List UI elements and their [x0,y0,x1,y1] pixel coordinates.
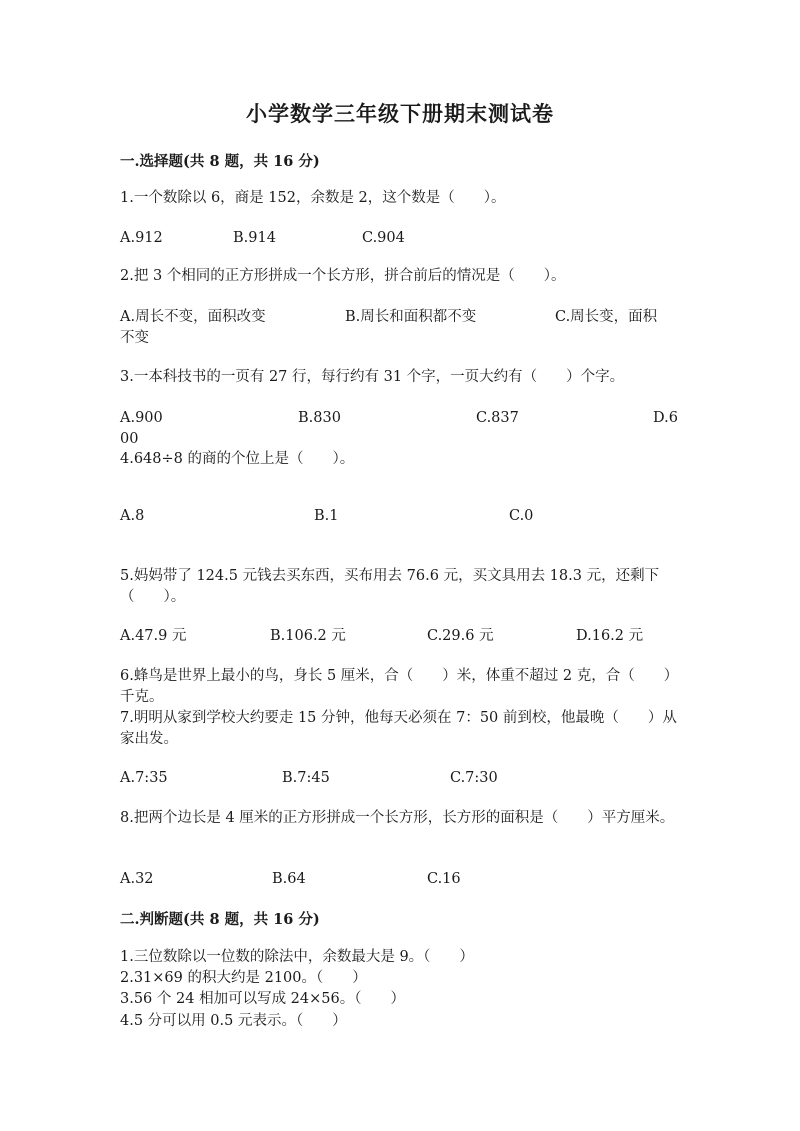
section-heading-choice: 一.选择题(共 8 题，共 16 分) [120,153,320,170]
question-4: 4.648÷8 的商的个位上是（ ）。 [120,451,355,467]
question-2: 2.把 3 个相同的正方形拼成一个长方形，拼合前后的情况是（ ）。 [120,268,566,284]
option-b: B.64 [272,871,306,887]
option-c: C.29.6 元 [427,628,494,644]
question-5-options [120,626,680,670]
question-7: 7.明明从家到学校大约要走 15 分钟，他每天必须在 7：50 前到校，他最晚（ ）从家出发。 [120,710,677,747]
option-a: A.912 [120,230,163,246]
option-b: B.106.2 元 [270,628,346,644]
question-5: 5.妈妈带了 124.5 元钱去买东西，买布用去 76.6 元，买文具用去 18.3 元，还剩下（ ）。 [120,568,660,605]
page-title: 小学数学三年级下册期末测试卷 [246,101,554,126]
question-3: 3.一本科技书的一页有 27 行，每行约有 31 个字，一页大约有（ ）个字。 [120,369,625,385]
option-b: B.830 [298,410,341,426]
option-c: C.周长变，面积 [555,309,658,325]
question-7-options [120,768,680,812]
judgement-item-3: 3.56 个 24 相加可以写成 24×56。（ ） [120,991,405,1007]
option-a: A.47.9 元 [120,628,187,644]
question-3-options [120,408,680,452]
option-a: A.900 [120,410,163,426]
option-d: D.6 [653,410,678,426]
option-d-wrap: 00 [120,431,139,447]
question-8-options [120,869,680,913]
question-4-options [120,506,680,550]
section-heading-judgement: 二.判断题(共 8 题，共 16 分) [120,911,320,928]
option-c: C.904 [362,230,405,246]
option-c-wrap: 不变 [120,330,149,346]
option-a: A.8 [120,508,145,524]
judgement-item-4: 4.5 分可以用 0.5 元表示。（ ） [120,1013,347,1029]
option-b: B.周长和面积都不变 [345,309,477,325]
question-8: 8.把两个边长是 4 厘米的正方形拼成一个长方形，长方形的面积是（ ）平方厘米。 [120,810,675,826]
option-a: A.32 [120,871,154,887]
option-b: B.7:45 [282,770,330,786]
option-c: C.0 [509,508,534,524]
question-6: 6.蜂鸟是世界上最小的鸟，身长 5 厘米，合（ ）米，体重不超过 2 克，合（ ）千克。 [120,668,679,705]
question-2-options [120,307,680,351]
judgement-item-1: 1.三位数除以一位数的除法中，余数最大是 9。（ ） [120,949,474,965]
judgement-item-2: 2.31×69 的积大约是 2100。（ ） [120,970,367,986]
option-c: C.16 [427,871,461,887]
option-b: B.1 [314,508,339,524]
option-a: A.周长不变，面积改变 [120,309,266,325]
option-a: A.7:35 [120,770,168,786]
option-b: B.914 [233,230,276,246]
option-c: C.837 [476,410,519,426]
option-c: C.7:30 [450,770,498,786]
question-1: 1.一个数除以 6，商是 152，余数是 2，这个数是（ ）。 [120,190,506,206]
option-d: D.16.2 元 [576,628,644,644]
